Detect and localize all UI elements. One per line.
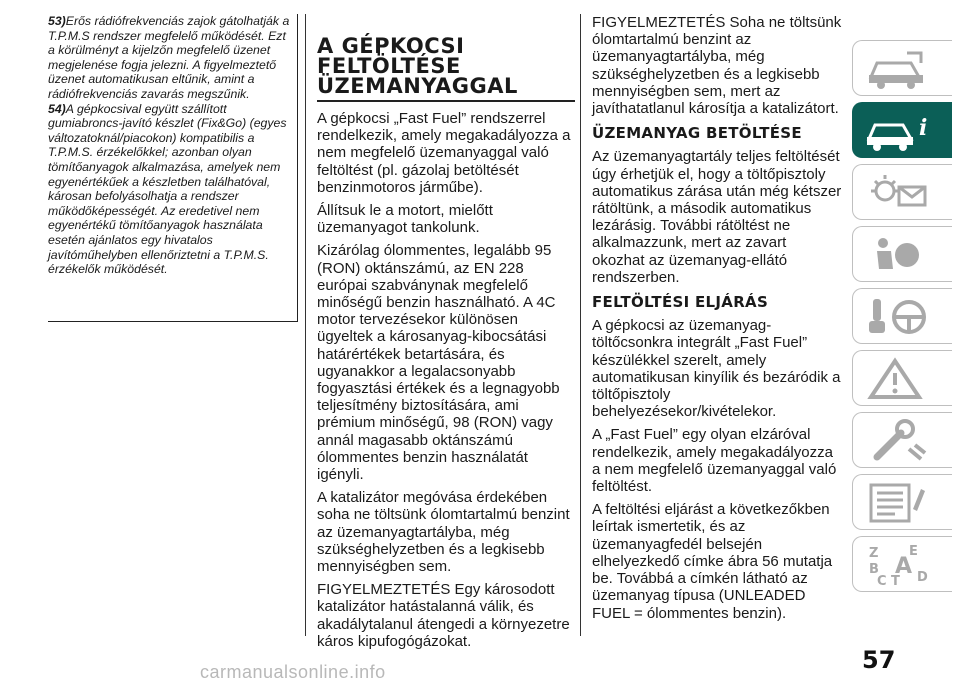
info-glyph: i — [919, 115, 928, 141]
subheading-refuel: ÜZEMANYAG BETÖLTÉSE — [592, 124, 802, 143]
index-letter-t: T — [891, 574, 900, 587]
index-letter-z: Z — [869, 546, 879, 561]
index-letter-b: B — [869, 562, 879, 577]
tab-maintenance[interactable] — [852, 412, 952, 468]
tab-safety[interactable] — [852, 226, 952, 282]
tab-technical-data[interactable] — [852, 474, 952, 530]
safety-airbag-icon — [863, 233, 933, 277]
paragraph-warning-catalyst: FIGYELMEZTETÉS Egy károsodott katalizátor hatástalanná válik, és akadálytalanul átengedi a környezetre káros kipufogógázokat. — [317, 581, 570, 650]
footnote-53-label: 53) — [48, 14, 66, 28]
footnote-53-text: Erős rádiófrekvenciás zajok gátolhatják a T.P.M.S rendszer megfelelő működését. Ezt a körülményt a kijelzőn megfelelő üzenet megjelenése fogja jelezni. A figyelmeztető üzenet automatikusan eltűnik, amint a rádiófrekvenciás zavarás megszűnik. — [48, 14, 290, 101]
paragraph-full-tank: Az üzemanyagtartály teljes feltöltését úgy érhetjük el, hogy a töltőpisztoly automatikus zárása után még kétszer rátöltünk, a második automatikus lezárásig. További rátöltést ne alkalmazzunk, mert az zavart okozhat az üzemanyag-ellátó rendszerben. — [592, 148, 842, 286]
paragraph-fuel-spec: Kizárólag ólommentes, legalább 95 (RON) oktánszámú, az EN 228 európai szabványnak megfelelő minőségű benzin használható. A 4C motor tervezésekor különösen ügyeltek a károsanyag-kibocsátási határértékek betartására, és ugyanakkor a legalacsonyabb fogyasztási értékek és a legnagyobb teljesítmény biztosítására, ami prémium minőségű, 98 (RON) vagy annál magasabb oktánszámú ólommentes benzin használatát igényli. — [317, 242, 560, 484]
index-letter-e: E — [909, 544, 918, 559]
alphabet-index-icon — [863, 543, 933, 587]
paragraph-stop-engine: Állítsuk le a motort, mielőtt üzemanyagot tankolunk. — [317, 202, 493, 237]
specs-list-icon — [863, 481, 933, 525]
footnote-53 — [48, 14, 293, 102]
column-divider-1 — [305, 14, 306, 636]
tab-starting-driving[interactable] — [852, 288, 952, 344]
tab-car-overview[interactable] — [852, 40, 952, 96]
footnote-54 — [48, 102, 293, 277]
tab-dashboard-lights[interactable] — [852, 164, 952, 220]
paragraph-fast-fuel: A gépkocsi „Fast Fuel” rendszerrel rendelkezik, amely megakadályozza a nem megfelelő üzemanyaggal való feltöltést (pl. gázolaj betöltését benzinmotoros járműbe). — [317, 110, 571, 196]
chapter-sidebar — [852, 40, 960, 598]
car-info-icon — [863, 109, 933, 153]
section-heading-refuelling: A GÉPKOCSI FELTÖLTÉSE ÜZEMANYAGGAL — [317, 36, 575, 102]
column-divider-2 — [580, 14, 581, 636]
paragraph-catalyst-protect: A katalizátor megóvása érdekében soha ne töltsünk ólomtartalmú benzint az üzemanyagtartályba, még szükséghelyzetben és a legkisebb mennyiségben sem. — [317, 489, 570, 576]
tab-emergency[interactable] — [852, 350, 952, 406]
dashboard-lights-icon — [863, 171, 933, 215]
footnote-54-text: A gépkocsival együtt szállított gumiabroncs-javító készlet (Fix&Go) (egyes változatoknál/piacokon) kompatibilis a T.P.M.S. érzékelőkkel; azonban olyan tömítőanyagok alkalmazása, amelyek nem egyenértékűek a készletben találhatóval, károsan befolyásolhatja a rendszer működőképességét. Az eredetivel nem egyenértékű tömítőanyagok használata esetén ajánlatos egy hivatalos javítóműhelyben ellenőriztetni a T.P.M.S. érzékelők működését. — [48, 101, 287, 277]
footnote-54-label: 54) — [48, 101, 66, 116]
paragraph-fast-fuel-device: A gépkocsi az üzemanyag-töltőcsonkra integrált „Fast Fuel” készülékkel szerelt, amely automatikusan kinyílik és bezáródik a töltőpisztoly behelyezésekor/kivételekor. — [592, 317, 841, 421]
tab-car-info[interactable] — [852, 102, 952, 158]
car-overview-icon — [863, 47, 933, 91]
index-letter-c: C — [877, 574, 887, 587]
footnotes — [48, 14, 293, 277]
watermark: carmanualsonline.info — [200, 662, 386, 682]
subheading-procedure: FELTÖLTÉSI ELJÁRÁS — [592, 293, 769, 312]
tab-index[interactable] — [852, 536, 952, 592]
steering-start-icon — [863, 295, 933, 339]
paragraph-label: A feltöltési eljárást a következőkben leírtak ismertetik, és az üzemanyagfedél belsején elhelyezkedő címke ábra 56 mutatja be. Továbbá a címkén látható az üzemanyag típusa (UNLEADED FUEL = ólommentes benzin). — [592, 501, 833, 622]
column-fuel-intro — [317, 26, 575, 656]
paragraph-warning-leaded: FIGYELMEZTETÉS Soha ne töltsünk ólomtartalmú benzint az üzemanyagtartályba, még szükséghelyzetben és a legkisebb mennyiségben sem, mert az javíthatatlanul károsítja a katalizátort. — [592, 14, 842, 118]
wrench-icon — [863, 419, 933, 463]
column-refuelling — [592, 14, 842, 628]
index-letter-d: D — [917, 570, 928, 585]
paragraph-shutter: A „Fast Fuel” egy olyan elzáróval rendelkezik, amely megakadályozza a nem megfelelő üzemanyaggal való feltöltést. — [592, 426, 837, 496]
page-number: 57 — [862, 646, 896, 674]
index-letter-a: A — [895, 554, 913, 579]
warning-triangle-icon — [863, 357, 933, 401]
